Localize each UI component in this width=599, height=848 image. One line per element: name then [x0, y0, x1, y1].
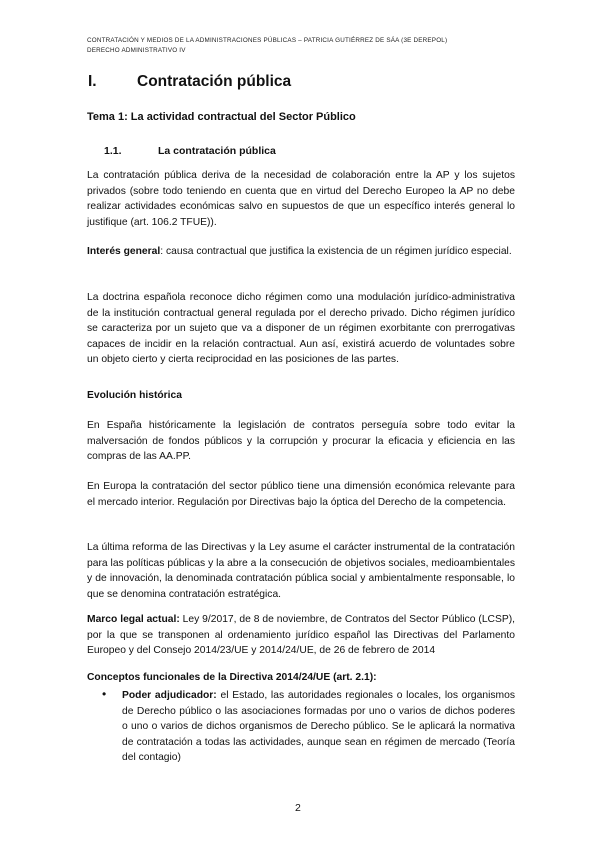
paragraph-marco-legal — [87, 612, 515, 659]
subsection-title: La contratación pública — [158, 145, 276, 157]
term-text: : causa contractual que justifica la existencia de un régimen jurídico especial. — [160, 246, 512, 257]
paragraph-doctrina: La doctrina española reconoce dicho régimen como una modulación jurídico-administrativa de la institución contractual general regulada por el derecho privado. Dicho régimen jurídico se caracteriza por un sujeto que va a disponer de un régimen exorbitante con prerrogativas capaces de incidir en la relación contractual. Aun así, existirá acuerdo de voluntades sobre un objeto cierto y cierta reciprocidad en las posiciones de las partes. — [87, 292, 515, 366]
paragraph-espana: En España históricamente la legislación de contratos perseguía sobre todo evitar la malversación de fondos públicos y la corrupción y procurar la eficacia y eficiencia en las compras de las AA.PP. — [87, 420, 515, 463]
section-number: I. — [88, 73, 97, 90]
running-header — [87, 36, 447, 56]
term-label: Interés general — [87, 246, 161, 257]
poder-label: Poder adjudicador: — [122, 690, 217, 701]
paragraph-europa: En Europa la contratación del sector público tiene una dimensión económica relevante para el mercado interior. Regulación por Directivas bajo la óptica del Derecho de la competencia. — [87, 481, 515, 508]
conceptos-heading: Conceptos funcionales de la Directiva 2014/24/UE (art. 2.1): — [87, 672, 377, 683]
header-line-1: CONTRATACIÓN Y MEDIOS DE LA ADMINISTRACIONES PÚBLICAS – PATRICIA GUTIÉRREZ DE SÁA (3E DEREPOL) — [87, 37, 448, 44]
marco-label: Marco legal actual: — [87, 614, 180, 625]
bullet-icon: • — [102, 687, 107, 701]
poder-text: el Estado, las autoridades regionales o locales, los organismos de Derecho público o las asociaciones formadas por uno o varios de dichos poderes o uno o varios de dichos organismos de Derecho público. Se le aplicará la normativa de contratación a todas las actividades, aunque sean en régimen de mercado (Teoría del contagio) — [122, 690, 515, 764]
section-heading — [88, 73, 291, 91]
paragraph-intro: La contratación pública deriva de la necesidad de colaboración entre la AP y los sujetos privados (sobre todo teniendo en cuenta que en virtud del Derecho Europeo la AP no debe realizar actividades económicas salvo en supuestos de que un específico interés general lo justifique (art. 106.2 TFUE)). — [87, 170, 515, 228]
header-line-2: DERECHO ADMINISTRATIVO IV — [87, 47, 186, 54]
paragraph-reforma: La última reforma de las Directivas y la Ley asume el carácter instrumental de la contratación para las políticas públicas y la abre a la consecución de objetivos sociales, medioambientales y de innovación, la denominada contratación pública social y ambientalmente responsable, lo que se denomina contratación estratégica. — [87, 542, 515, 600]
subsection-heading — [104, 145, 276, 157]
subsection-number: 1.1. — [104, 145, 122, 157]
section-title: Contratación pública — [137, 73, 292, 90]
evolucion-heading: Evolución histórica — [87, 390, 182, 401]
page-number: 2 — [295, 802, 301, 814]
bullet-poder-adjudicador — [122, 688, 515, 766]
topic-heading: Tema 1: La actividad contractual del Sector Público — [87, 111, 356, 123]
paragraph-interes-general — [87, 244, 515, 260]
marco-text: Ley 9/2017, de 8 de noviembre, de Contratos del Sector Público (LCSP), por la que se transponen al ordenamiento jurídico español las Directivas del Parlamento Europeo y del Consejo 2014/23/UE y 2014/24/UE, de 26 de febrero de 2014 — [87, 614, 516, 657]
